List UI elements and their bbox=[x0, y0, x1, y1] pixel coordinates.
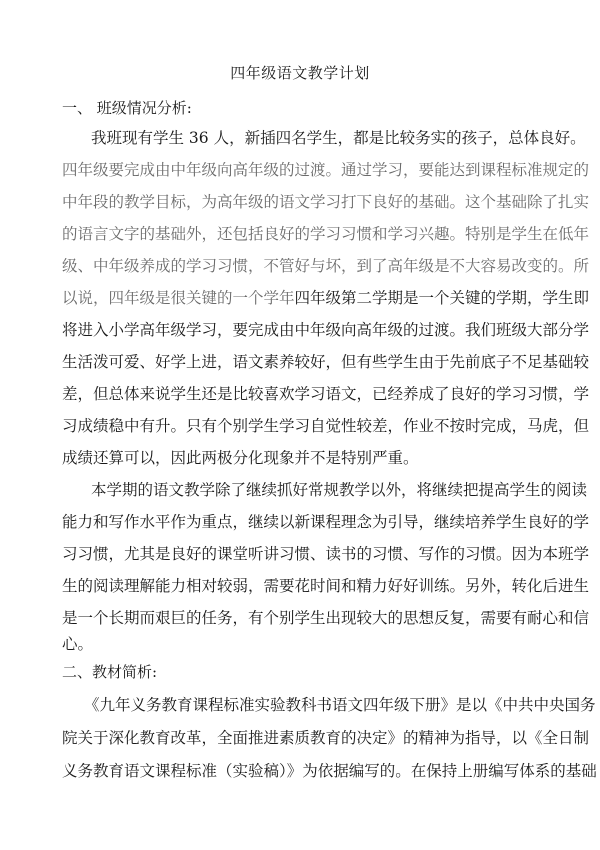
paragraph-line: 中年段的教学目标，为高年级的语文学习打下良好的基础。这个基础除了扎实 bbox=[62, 193, 590, 211]
paragraph-line: 将进入小学高年级学习，要完成由中年级向高年级的过渡。我们班级大部分学 bbox=[62, 321, 590, 339]
paragraph-line: 生的阅读理解能力相对较弱，需要花时间和精力好好训练。另外，转化后进生 bbox=[62, 577, 590, 595]
paragraph-line: 习习惯，尤其是良好的课堂听讲习惯、读书的习惯、写作的习惯。因为本班学 bbox=[62, 545, 590, 563]
paragraph-line: 《九年义务教育课程标准实验教科书语文四年级下册》是以《中共中央国务 bbox=[84, 696, 596, 714]
paragraph-line: 习成绩稳中有升。只有个别学生学习自觉性较差，作业不按时完成，马虎，但 bbox=[62, 417, 590, 435]
paragraph-line: 是一个长期而艰巨的任务，有个别学生出现较大的思想反复，需要有耐心和信 bbox=[62, 609, 590, 627]
paragraph-line: 成绩还算可以，因此两极分化现象并不是特别严重。 bbox=[62, 449, 419, 467]
paragraph-line: 四年级要完成由中年级向高年级的过渡。通过学习，要能达到课程标准规定的 bbox=[62, 161, 590, 179]
paragraph-line: 我班现有学生 36 人，新插四名学生，都是比较务实的孩子，总体良好。 bbox=[91, 129, 586, 147]
section-heading-class-analysis: 一、 班级情况分析: bbox=[62, 99, 192, 117]
paragraph-line: 心。 bbox=[62, 635, 94, 653]
paragraph-line: 生活泼可爱、好学上进，语文素养较好，但有些学生由于先前底子不足基础较 bbox=[62, 353, 590, 371]
paragraph-line: 的语言文字的基础外，还包括良好的学习习惯和学习兴趣。特别是学生在低年 bbox=[62, 225, 590, 243]
document-title: 四年级语文教学计划 bbox=[230, 64, 370, 82]
paragraph-line: 级、中年级养成的学习习惯，不管好与坏，到了高年级是不大容易改变的。所 bbox=[62, 257, 590, 275]
paragraph-line: 能力和写作水平作为重点，继续以新课程理念为引导，继续培养学生良好的学 bbox=[62, 513, 590, 531]
paragraph-line bbox=[62, 287, 590, 309]
paragraph-line: 院关于深化教育改革，全面推进素质教育的决定》的精神为指导，以《全日制 bbox=[62, 729, 590, 747]
paragraph-line-segment: 四年级第二学期是一个关键的学期，学生即 bbox=[294, 289, 590, 307]
section-heading-textbook-analysis: 二、教材简析: bbox=[62, 663, 158, 681]
paragraph-line: 本学期的语文教学除了继续抓好常规教学以外，将继续把提高学生的阅读 bbox=[91, 481, 588, 499]
paragraph-line: 差，但总体来说学生还是比较喜欢学习语文，已经养成了良好的学习习惯，学 bbox=[62, 385, 590, 403]
paragraph-line: 义务教育语文课程标准（实验稿）》为依据编写的。在保持上册编写体系的基础 bbox=[62, 762, 597, 780]
paragraph-line-segment: 以说，四年级是很关键的一个学年 bbox=[62, 289, 295, 307]
